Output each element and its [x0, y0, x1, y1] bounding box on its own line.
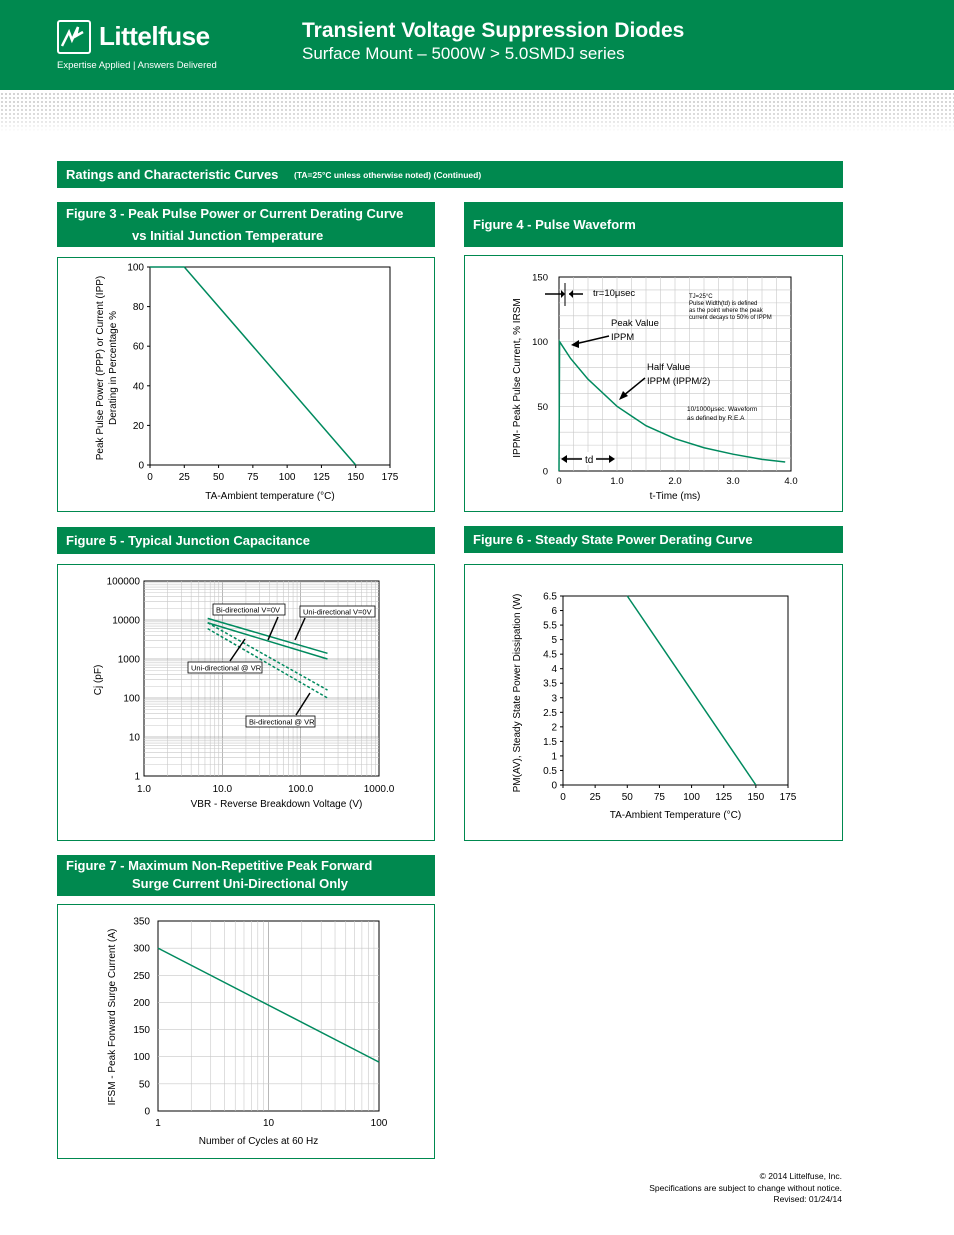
x-tick-label: 100 — [370, 1118, 388, 1129]
y-tick-label: 100000 — [106, 576, 140, 588]
x-tick-label: 75 — [653, 792, 665, 803]
x-axis-label: TA-Ambient temperature (°C) — [205, 491, 335, 502]
x-tick-label: 10.0 — [212, 784, 233, 795]
y-tick-label: 10000 — [112, 615, 140, 627]
fig4-chart-panel — [464, 255, 843, 512]
y-tick-label: 40 — [132, 381, 144, 393]
fig3-title-line1: Figure 3 - Peak Pulse Power or Current Derating Curve — [66, 206, 404, 221]
plot-frame — [563, 596, 788, 785]
x-tick-label: 125 — [715, 792, 733, 803]
fig5-title: Figure 5 - Typical Junction Capacitance — [66, 533, 310, 548]
footer — [649, 1171, 842, 1206]
x-axis-label: VBR - Reverse Breakdown Voltage (V) — [190, 799, 363, 810]
dot-band-fade — [0, 92, 954, 132]
revision-date: Revised: 01/24/14 — [773, 1194, 842, 1204]
x-tick-label: 75 — [247, 472, 259, 483]
annotation-pw3: current decays to 50% of IPPM — [689, 315, 772, 321]
y-tick-label: 0 — [542, 466, 548, 478]
y-tick-label: 50 — [537, 401, 548, 413]
fig5-chart-panel — [57, 564, 435, 841]
fig3-title-line2: vs Initial Junction Temperature — [132, 228, 324, 243]
y-tick-label: 1000 — [117, 654, 140, 666]
y-tick-label: 150 — [133, 1025, 150, 1037]
y-axis-label: PM(AV), Steady State Power Dissipation (W) — [512, 593, 523, 793]
y-tick-label: 4.5 — [543, 649, 557, 661]
x-tick-label: 125 — [313, 472, 330, 483]
fig7-chart — [58, 905, 433, 1157]
x-tick-label: 10 — [262, 1118, 275, 1129]
y-tick-label: 150 — [532, 272, 548, 284]
y-tick-label: 80 — [132, 302, 144, 314]
x-tick-label: 25 — [589, 792, 601, 803]
brand-tagline: Expertise Applied | Answers Delivered — [57, 60, 217, 71]
y-tick-label: 3.5 — [543, 678, 557, 690]
annotation-tr: tr=10μsec — [593, 288, 636, 299]
x-axis-label: t-Time (ms) — [649, 491, 701, 502]
y-tick-label: 4 — [551, 664, 557, 676]
annotation-half-line2: IPPM (IPPM/2) — [647, 376, 711, 387]
y-tick-label: 50 — [138, 1079, 150, 1091]
fig3-chart — [58, 258, 433, 510]
annotation-td: td — [585, 455, 594, 466]
y-tick-label: 2 — [551, 722, 557, 734]
x-tick-label: 1 — [155, 1118, 161, 1129]
y-tick-label: 350 — [133, 916, 150, 928]
y-tick-label: 250 — [133, 970, 150, 982]
y-tick-label: 200 — [133, 997, 150, 1009]
section-title: Ratings and Characteristic Curves — [66, 167, 279, 182]
y-tick-label: 100 — [532, 337, 548, 349]
spec-notice: Specifications are subject to change without notice. — [649, 1182, 842, 1193]
annotation-pw1: Pulse Width(td) is defined — [689, 301, 758, 307]
fig6-title: Figure 6 - Steady State Power Derating Curve — [473, 532, 753, 547]
y-tick-label: 5.5 — [543, 620, 557, 632]
legend-label-2: Uni-directional V=0V — [303, 607, 372, 617]
y-axis-label: Cj (pF) — [93, 664, 104, 696]
fig7-title-line1: Figure 7 - Maximum Non-Repetitive Peak Forward — [66, 858, 373, 873]
x-tick-label: 100 — [683, 792, 700, 803]
copyright: © 2014 Littelfuse, Inc. — [759, 1171, 842, 1181]
x-tick-label: 25 — [178, 472, 190, 483]
x-tick-label: 0 — [147, 472, 153, 483]
y-tick-label: 3 — [551, 693, 557, 705]
annotation-tj: TJ=25°C — [689, 294, 713, 300]
fig5-chart — [58, 565, 433, 839]
y-axis-label-line1: Peak Pulse Power (PPP) or Current (IPP) — [95, 275, 106, 461]
y-tick-label: 6 — [551, 606, 557, 618]
y-tick-label: 60 — [132, 341, 144, 353]
x-axis-label: TA-Ambient Temperature (°C) — [609, 810, 742, 821]
annotation-peak-line2: IPPM — [611, 332, 635, 343]
fig7-title-bar — [57, 855, 435, 896]
y-tick-label: 0.5 — [543, 765, 557, 777]
y-axis-label: IFSM - Peak Forward Surge Current (A) — [107, 928, 118, 1106]
fig7-chart-panel — [57, 904, 435, 1159]
x-tick-label: 1000.0 — [363, 784, 395, 795]
x-tick-label: 2.0 — [668, 476, 682, 487]
y-tick-label: 5 — [551, 635, 557, 647]
y-tick-label: 100 — [133, 1052, 150, 1064]
y-tick-label: 1.5 — [543, 736, 557, 748]
x-tick-label: 1.0 — [137, 784, 151, 795]
x-axis-label: Number of Cycles at 60 Hz — [198, 1136, 319, 1147]
x-tick-label: 100.0 — [288, 784, 314, 795]
y-tick-label: 0 — [551, 780, 557, 792]
legend-label-4: Bi-directional @ VR — [249, 717, 315, 727]
x-tick-label: 50 — [213, 472, 225, 483]
annotation-waveform2: as defined by R.E.A — [687, 415, 745, 422]
annotation-peak-line1: Peak Value — [611, 318, 659, 329]
fig6-chart-panel — [464, 564, 843, 841]
y-tick-label: 100 — [127, 262, 144, 274]
annotation-waveform1: 10/1000μsec. Waveform — [687, 406, 758, 413]
y-tick-label: 0 — [144, 1106, 150, 1118]
y-tick-label: 1 — [551, 751, 557, 763]
y-tick-label: 2.5 — [543, 707, 557, 719]
y-tick-label: 1 — [134, 771, 140, 783]
y-tick-label: 6.5 — [543, 591, 557, 603]
fig4-chart — [465, 256, 841, 510]
section-title-bar — [57, 161, 843, 188]
page-title: Transient Voltage Suppression Diodes — [302, 19, 685, 42]
fig7-title-line2: Surge Current Uni-Directional Only — [132, 876, 348, 891]
fig4-title-bar — [464, 202, 843, 247]
x-tick-label: 150 — [747, 792, 765, 803]
x-tick-label: 175 — [779, 792, 797, 803]
x-tick-label: 150 — [347, 472, 365, 483]
x-tick-label: 4.0 — [784, 476, 798, 487]
fig6-chart — [465, 565, 841, 839]
y-tick-label: 20 — [132, 420, 144, 432]
x-tick-label: 3.0 — [726, 476, 740, 487]
y-axis-label-line2: Derating in Percentage % — [108, 311, 119, 425]
x-tick-label: 1.0 — [610, 476, 624, 487]
x-tick-label: 0 — [556, 476, 562, 487]
fig4-title: Figure 4 - Pulse Waveform — [473, 217, 636, 232]
y-tick-label: 100 — [123, 693, 140, 705]
page-subtitle: Surface Mount – 5000W > 5.0SMDJ series — [302, 44, 625, 63]
fig3-title-bar — [57, 202, 435, 247]
fig5-title-bar — [57, 527, 435, 554]
y-tick-label: 10 — [128, 732, 140, 744]
annotation-half-line1: Half Value — [647, 362, 691, 373]
x-tick-label: 0 — [560, 792, 566, 803]
brand-logo-text: Littelfuse — [99, 21, 210, 51]
y-tick-label: 0 — [138, 460, 144, 472]
annotation-pw2: as the point where the peak — [689, 308, 763, 314]
fig6-title-bar — [464, 526, 843, 553]
y-axis-label: IPPM- Peak Pulse Current, % IRSM — [512, 298, 523, 458]
x-tick-label: 175 — [381, 472, 399, 483]
fig3-chart-panel — [57, 257, 435, 512]
legend-label-3: Uni-directional @ VR — [191, 663, 262, 673]
y-tick-label: 300 — [133, 943, 150, 955]
header-banner — [0, 0, 954, 90]
littelfuse-logo-icon — [57, 20, 91, 54]
x-tick-label: 50 — [621, 792, 633, 803]
section-condition: (TA=25°C unless otherwise noted) (Continued) — [294, 170, 482, 180]
x-tick-label: 100 — [278, 472, 296, 483]
legend-label-1: Bi-directional V=0V — [216, 605, 280, 615]
